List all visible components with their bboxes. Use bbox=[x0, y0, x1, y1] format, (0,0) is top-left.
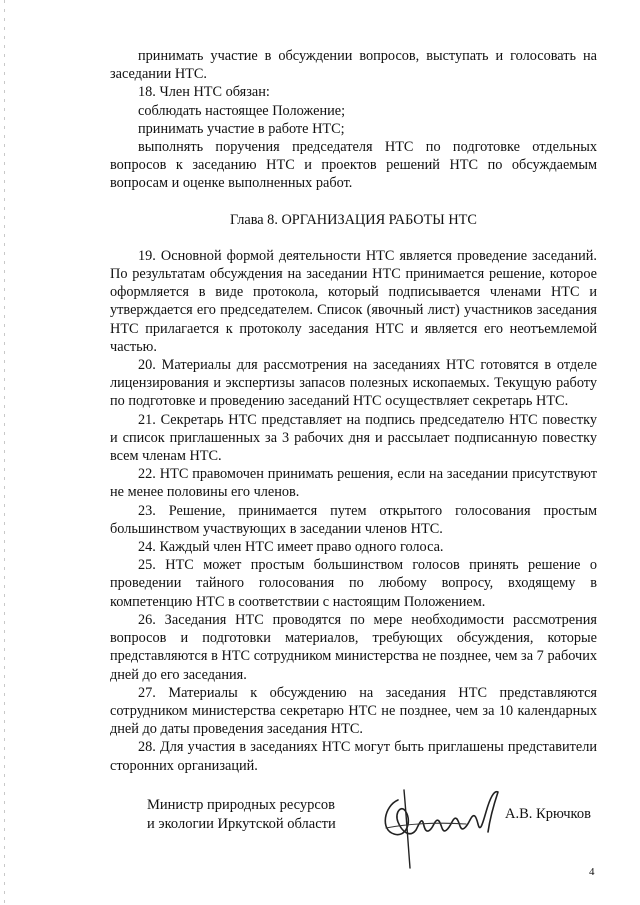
signatory-position-line-1: Министр природных ресурсов bbox=[147, 797, 335, 813]
paragraph-18-item-2: принимать участие в работе НТС; bbox=[138, 120, 345, 137]
handwritten-signature bbox=[376, 782, 511, 872]
paragraph-19: 19. Основной формой деятельности НТС является проведение заседаний. По результатам обсуждения на заседании НТС принимается решение, которое оформляется в виде протокола, который подписывается членами НТС и утверждается его председателем. Список (явочный лист) участников заседания НТС прилагается к протоколу заседания НТС и является его неотъемлемой частью. bbox=[110, 247, 597, 355]
paragraph-27: 27. Материалы к обсуждению на заседания НТС представляются сотрудником министерства секретарю НТС не позднее, чем за 10 календарных дней до даты проведения заседания НТС. bbox=[110, 684, 597, 738]
signatory-name: А.В. Крючков bbox=[505, 806, 591, 822]
signatory-position bbox=[147, 796, 336, 833]
paragraph-18-item-1: соблюдать настоящее Положение; bbox=[138, 102, 346, 119]
paragraph-18: 18. Член НТС обязан: bbox=[138, 84, 270, 101]
signatory-position-line-2: и экологии Иркутской области bbox=[147, 815, 336, 832]
paragraph-21: 21. Секретарь НТС представляет на подпись председателю НТС повестку и список приглашенных за 3 рабочих дня и рассылает подписанную повестку всем членам НТС. bbox=[110, 411, 597, 465]
paragraph-17-continuation: принимать участие в обсуждении вопросов, выступать и голосовать на заседании НТС. bbox=[110, 48, 597, 83]
paragraph-24: 24. Каждый член НТС имеет право одного голоса. bbox=[138, 539, 444, 556]
paragraph-23: 23. Решение, принимается путем открытого голосования простым большинством участвующих в заседании членов НТС. bbox=[110, 502, 597, 537]
paragraph-20: 20. Материалы для рассмотрения на заседаниях НТС готовятся в отделе лицензирования и экспертизы запасов полезных ископаемых. Текущую работу по подготовке и проведению заседаний НТС осуществляет секретарь НТС. bbox=[110, 357, 597, 410]
paragraph-25: 25. НТС может простым большинством голосов принять решение о проведении тайного голосования по любому вопросу, входящему в компетенцию НТС в соответствии с настоящим Положением. bbox=[110, 557, 597, 610]
paragraph-26: 26. Заседания НТС проводятся по мере необходимости рассмотрения вопросов и подготовки материалов, требующих обсуждения, которые представляются в НТС сотрудником министерства не позднее, чем за 7 рабочих дней до его заседания. bbox=[110, 611, 597, 683]
document-body bbox=[110, 47, 597, 775]
scan-edge-marks bbox=[4, 0, 5, 905]
paragraph-28: 28. Для участия в заседаниях НТС могут быть приглашены представители сторонних организаций. bbox=[110, 739, 597, 774]
chapter-title: Глава 8. ОРГАНИЗАЦИЯ РАБОТЫ НТС bbox=[230, 211, 477, 228]
page-number: 4 bbox=[589, 866, 595, 878]
paragraph-18-item-3: выполнять поручения председателя НТС по подготовке отдельных вопросов к заседанию НТС и проектов решений НТС по обсуждаемым вопросам и оценке выполненных работ. bbox=[110, 139, 597, 192]
paragraph-22: 22. НТС правомочен принимать решения, если на заседании присутствуют не менее половины его членов. bbox=[110, 466, 597, 501]
